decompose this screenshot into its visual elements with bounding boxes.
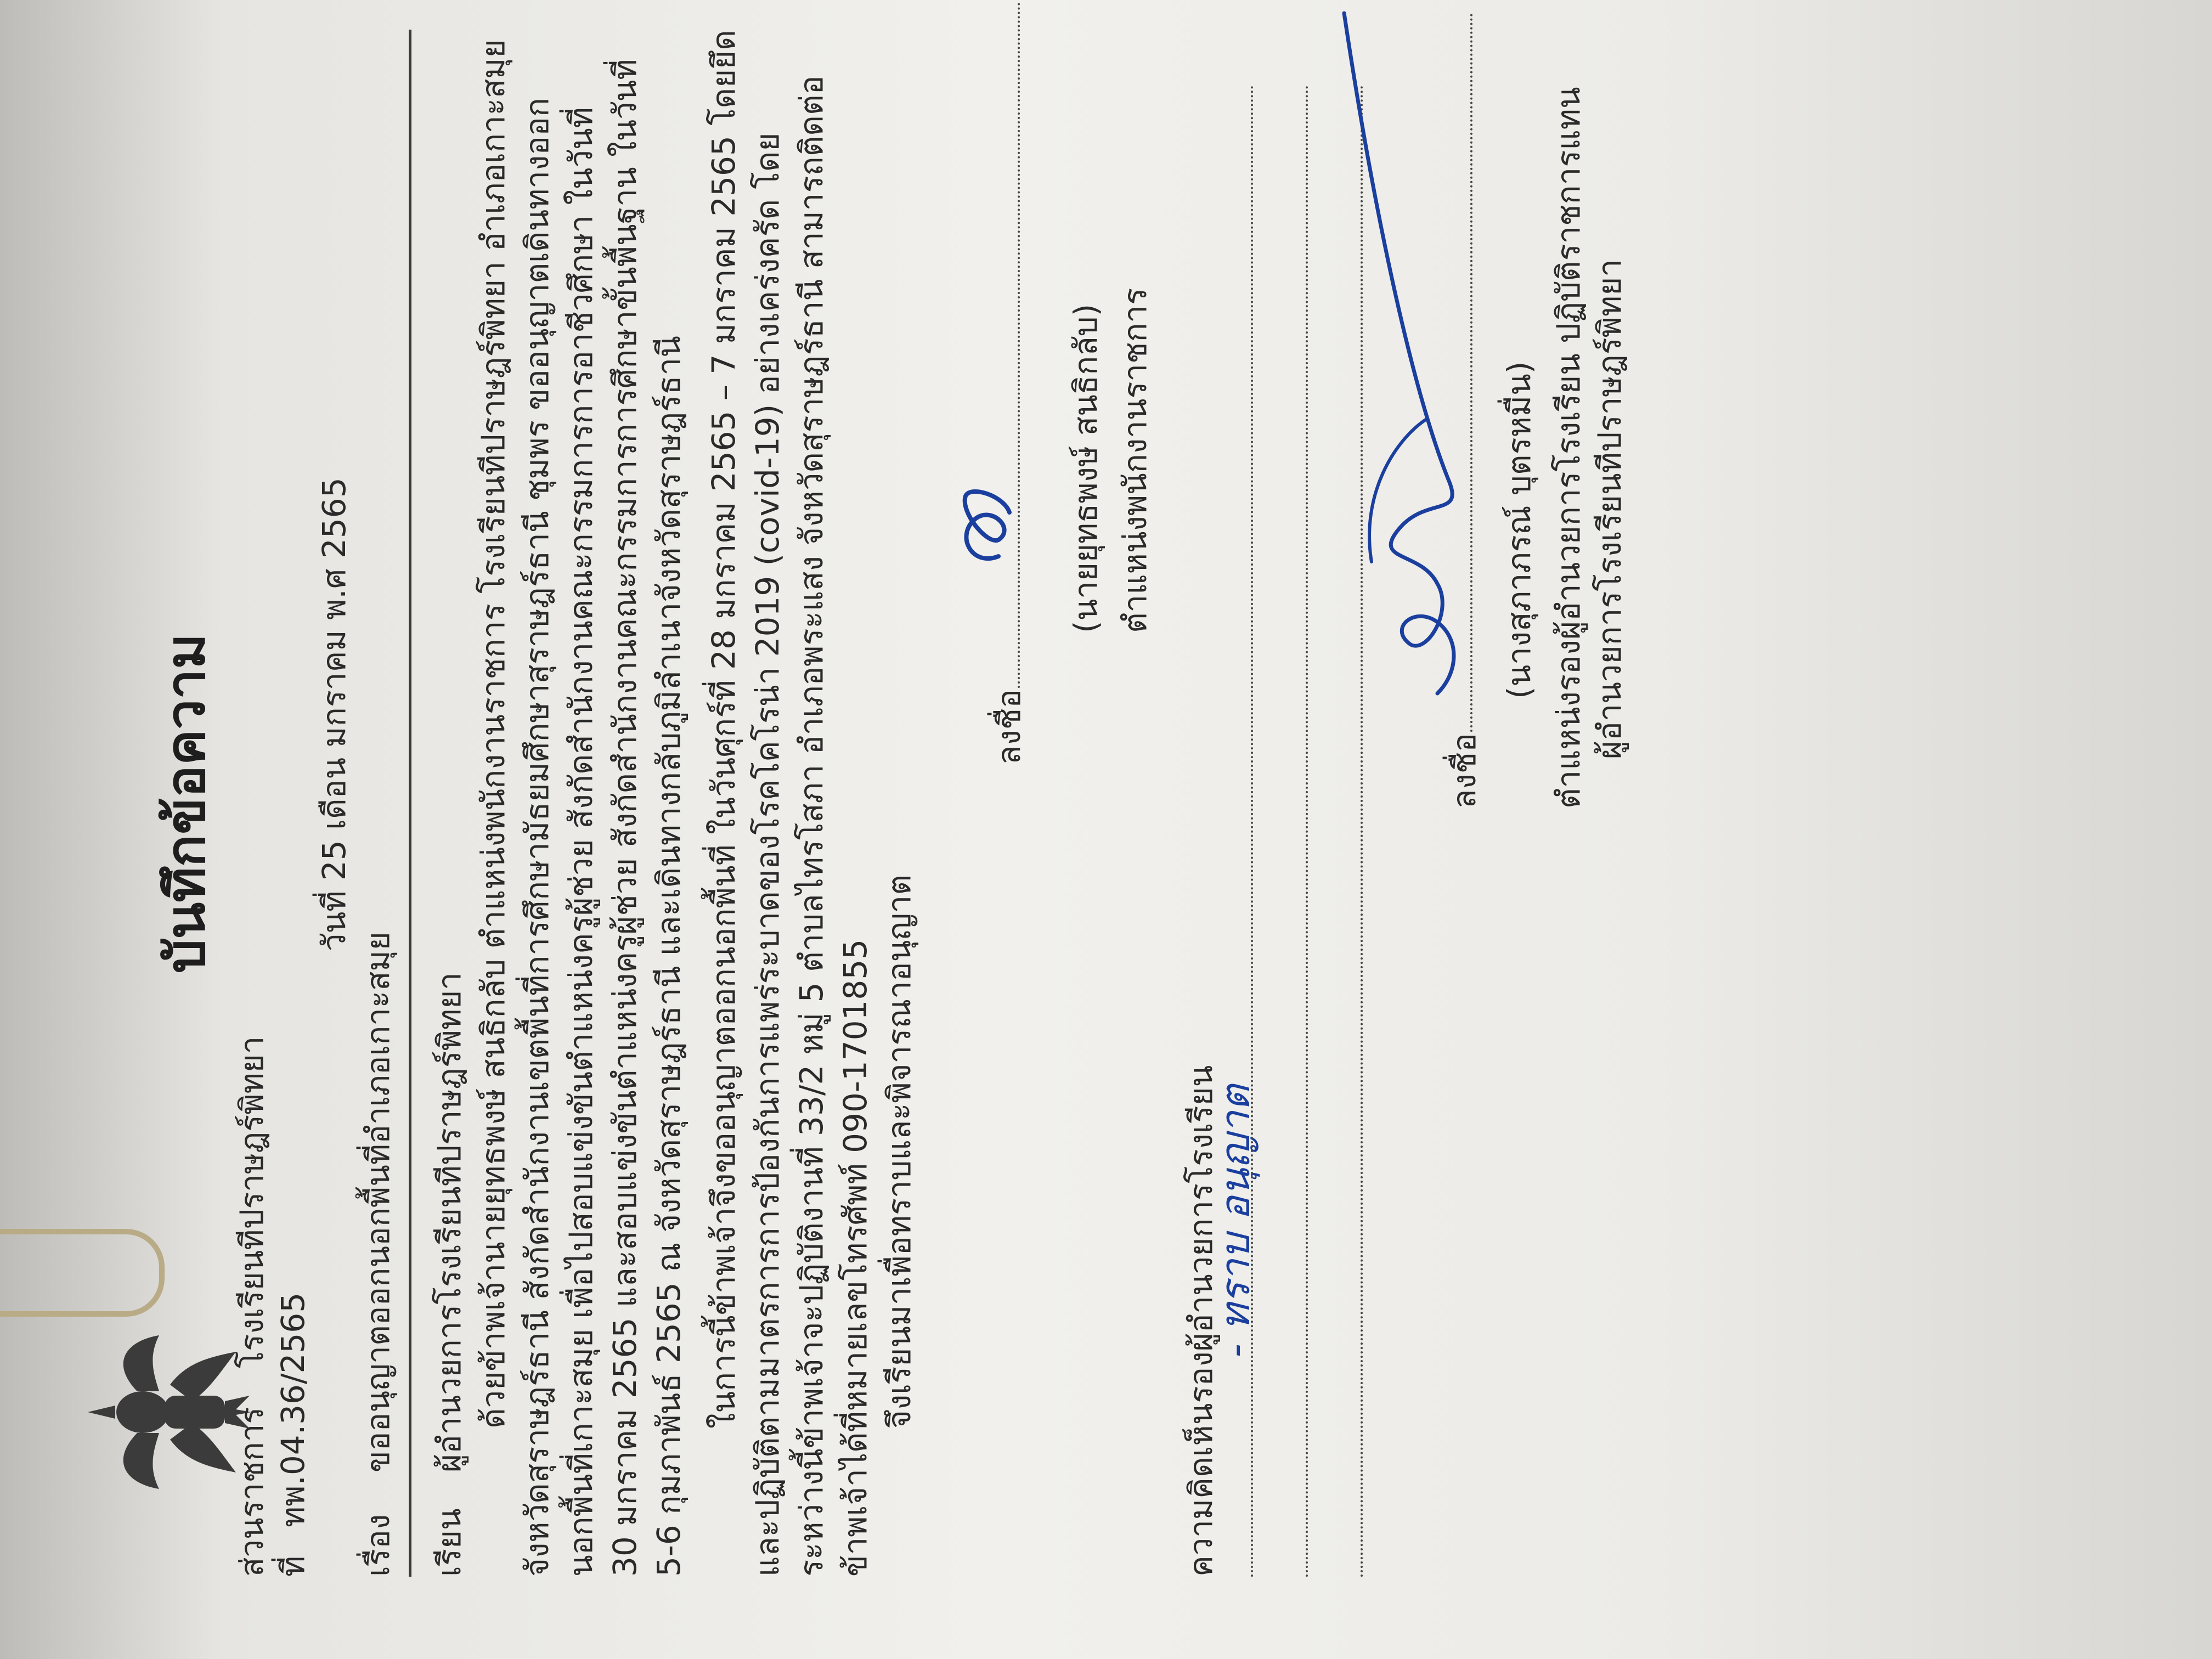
agency-name: โรงเรียนทีปราษฎร์พิทยา: [233, 1036, 270, 1368]
ref-label: ที่: [274, 1555, 312, 1577]
body-line: 30 มกราคม 2565 และสอบแข่งขันตำแหน่งครูผู้ช่วย สังกัดสำนักงานคณะกรรมการการศึกษาขั้นพื้นฐาน ในวันที่: [606, 59, 644, 1577]
garuda-emblem-icon: [77, 1330, 252, 1494]
to-text: ผู้อำนวยการโรงเรียนทีปราษฎร์พิทยา: [431, 972, 468, 1472]
memo-date: วันที่ 25 เดือน มกราคม พ.ศ 2565: [315, 477, 353, 951]
approver-position-1: ตำแหน่งรองผู้อำนวยการโรงเรียน ปฏิบัติราชการแทน: [1550, 87, 1587, 809]
body-line: นอกพื้นที่เกาะสมุย เพื่อไปสอบแข่งขันตำแหน่งครูผู้ช่วย สังกัดสำนักงานคณะกรรมการการอาชีวศึกษา ในวันที่: [562, 107, 600, 1577]
applicant-position: ตำแหน่งพนักงานราชการ: [1116, 287, 1154, 633]
subject-text: ขออนุญาตออกนอกพื้นที่อำเภอเกาะสมุย: [359, 932, 397, 1472]
subject-label: เรื่อง: [359, 1514, 397, 1577]
to-label: เรียน: [431, 1508, 468, 1577]
opinion-handwritten: - ทราบ อนุญาต: [1212, 1085, 1259, 1357]
body-line: จึงเรียนมาเพื่อทราบและพิจารณาอนุญาต: [881, 874, 918, 1429]
approver-sign-label: ลงชื่อ: [1446, 732, 1483, 809]
opinion-line-1: [1251, 84, 1253, 1577]
header-rule: [409, 30, 411, 1577]
body-line: ระหว่างนี้ข้าพเจ้าจะปฏิบัติงานที่ 33/2 หมู่ 5 ตำบลไทรโสภา อำเภอพระแสง จังหวัดสุราษฎร์ธานี สามารถติดต่อ: [793, 75, 830, 1577]
body-line: ในการนี้ข้าพเจ้าจึงขออนุญาตออกนอกพื้นที่ ในวันศุกร์ที่ 28 มกราคม 2565 – 7 มกราคม 2565 โดยยึด: [705, 30, 742, 1429]
applicant-sign-label: ลงชื่อ: [990, 689, 1028, 765]
approver-name: (นางสุภาภรณ์ บุตรหมื่น): [1500, 361, 1538, 699]
body-line: ข้าพเจ้าได้ที่หมายเลขโทรศัพท์ 090-1701855: [837, 939, 874, 1577]
body-line: 5-6 กุมภาพันธ์ 2565 ณ จังหวัดสุราษฎร์ธานี และเดินทางกลับภูมิลำเนาจังหวัดสุราษฎร์ธานี: [650, 336, 687, 1577]
agency-label: ส่วนราชการ: [233, 1407, 270, 1577]
applicant-sign-line: [1018, 2, 1020, 688]
body-line: และปฏิบัติตามมาตรการการป้องกันการแพร่ระบาดของโรคโคโรน่า 2019 (covid-19) อย่างเคร่งครัด โดย: [749, 132, 786, 1577]
applicant-signature: [933, 469, 1042, 578]
applicant-name: (นายยุทธพงษ์ สนธิกลับ): [1067, 303, 1104, 633]
approver-position-2: ผู้อำนวยการโรงเรียนทีปราษฎร์พิทยา: [1591, 259, 1628, 759]
ref-number: ทพ.04.36/2565: [274, 1292, 312, 1527]
approver-signature: [1328, 0, 1487, 726]
opinion-line-2: [1306, 84, 1308, 1577]
opinion-label: ความคิดเห็นรองผู้อำนวยการโรงเรียน: [1182, 1065, 1220, 1577]
memo-title: บันทึกข้อความ: [155, 633, 217, 973]
body-line: ด้วยข้าพเจ้านายยุทธพงษ์ สนธิกลับ ตำแหน่งพนักงานราชการ โรงเรียนทีปราษฎร์พิทยา อำเภอเกาะสมุย: [475, 39, 512, 1429]
body-line: จังหวัดสุราษฎร์ธานี สังกัดสำนักงานเขตพื้นที่การศึกษามัธยมศึกษาสุราษฎร์ธานี ชุมพร ขออนุญาตเดินทางออก: [518, 97, 556, 1577]
